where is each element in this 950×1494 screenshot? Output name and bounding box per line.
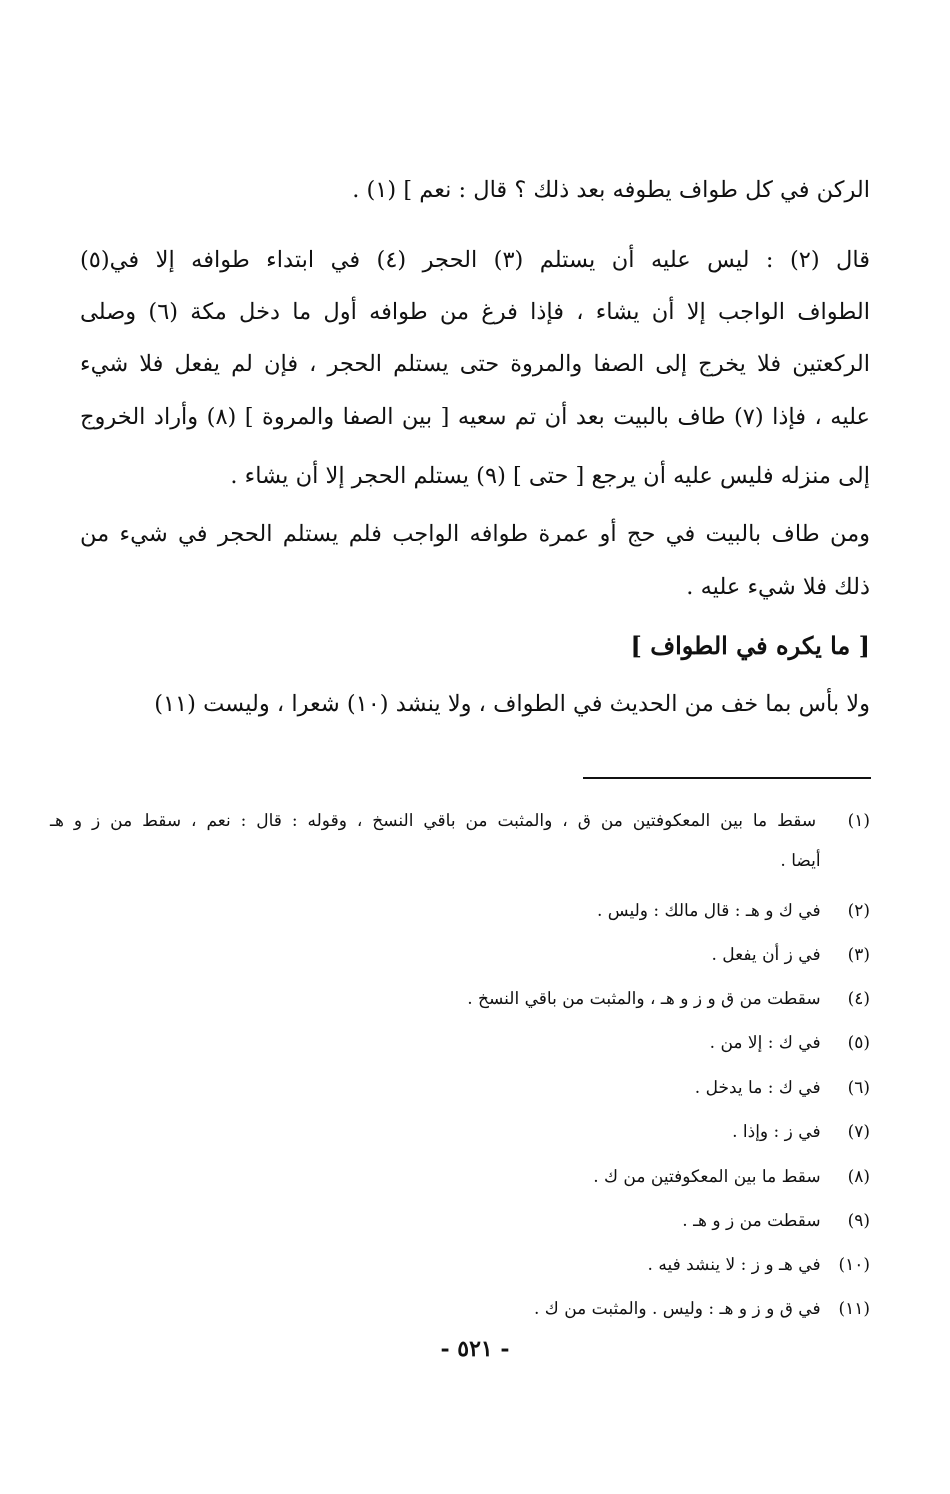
footnote-text: سقطت من ق و ز و هـ ، والمثبت من باقي النسخ . xyxy=(467,989,821,1009)
footnote-text: في ق و ز و هـ : وليس . والمثبت من ك . xyxy=(534,1299,821,1319)
footnote-1-continued xyxy=(50,846,870,876)
footnote-text: في ك و هـ : قال مالك : وليس . xyxy=(596,901,821,921)
footnote-4 xyxy=(50,984,870,1014)
body-line-9: ولا بأس بما خف من الحديث في الطواف ، ولا ينشد (١٠) شعرا ، وليست (١١) xyxy=(154,691,870,717)
footnote-number: (٦) xyxy=(847,1078,870,1098)
footnote-text: في ك : ما يدخل . xyxy=(694,1078,821,1098)
footnote-3 xyxy=(50,940,870,970)
footnote-text: سقط ما بين المعكوفتين من ق ، والمثبت من باقي النسخ ، وقوله : قال : نعم ، سقط من ز و هـ xyxy=(50,811,817,831)
page-number: - ٥٢١ - xyxy=(440,1336,510,1362)
body-line-2: قال (٢) : ليس عليه أن يستلم (٣) الحجر (٤) في ابتداء طوافه إلا في(٥) xyxy=(80,247,871,273)
footnote-number: (١١) xyxy=(838,1299,870,1319)
body-line-6: إلى منزله فليس عليه أن يرجع [ حتى ] (٩) يستلم الحجر إلا أن يشاء . xyxy=(230,463,870,489)
footnote-8 xyxy=(50,1162,870,1192)
footnote-number: (١) xyxy=(847,811,871,831)
footnote-number: (١٠) xyxy=(838,1255,870,1275)
footnote-11 xyxy=(50,1294,870,1324)
footnote-text: سقط ما بين المعكوفتين من ك . xyxy=(593,1167,821,1187)
footnote-text: في ز : وإذا . xyxy=(732,1122,821,1142)
footnote-number: (٤) xyxy=(847,989,870,1009)
body-line-4: الركعتين فلا يخرج إلى الصفا والمروة حتى يستلم الحجر ، فإن لم يفعل فلا شيء xyxy=(80,351,870,377)
footnote-9 xyxy=(50,1206,870,1236)
footnote-text: في ك : إلا من . xyxy=(709,1033,821,1053)
body-line-1: الركن في كل طواف يطوفه بعد ذلك ؟ قال : نعم ] (١) . xyxy=(352,177,870,203)
footnote-text: أيضا . xyxy=(780,851,821,871)
footnote-number: (٩) xyxy=(847,1211,870,1231)
footnote-divider xyxy=(583,777,871,779)
footnote-2 xyxy=(50,896,870,926)
body-line-3: الطواف الواجب إلا أن يشاء ، فإذا فرغ من طوافه أول ما دخل مكة (٦) وصلى xyxy=(80,299,870,325)
footnote-10 xyxy=(50,1250,870,1280)
footnote-number: (٧) xyxy=(847,1122,870,1142)
footnote-number: (٢) xyxy=(847,901,870,921)
footnote-7 xyxy=(50,1117,870,1147)
footnote-text: سقطت من ز و هـ . xyxy=(682,1211,821,1231)
footnote-number: (٥) xyxy=(847,1033,870,1053)
body-line-5: عليه ، فإذا (٧) طاف بالبيت بعد أن تم سعيه [ بين الصفا والمروة ] (٨) وأراد الخروج xyxy=(80,404,870,430)
footnote-text: في ز أن يفعل . xyxy=(711,945,821,965)
footnote-6 xyxy=(50,1073,870,1103)
footnote-number: (٨) xyxy=(847,1167,870,1187)
footnote-number: (٣) xyxy=(847,945,870,965)
footnote-1 xyxy=(50,806,870,836)
footnote-5 xyxy=(50,1028,870,1058)
footnote-text: في هـ و ز : لا ينشد فيه . xyxy=(647,1255,821,1275)
body-line-8: ذلك فلا شيء عليه . xyxy=(686,574,870,600)
body-line-7: ومن طاف بالبيت في حج أو عمرة طوافه الواجب فلم يستلم الحجر في شيء من xyxy=(80,521,870,547)
section-heading: [ ما يكره في الطواف ] xyxy=(630,631,870,660)
